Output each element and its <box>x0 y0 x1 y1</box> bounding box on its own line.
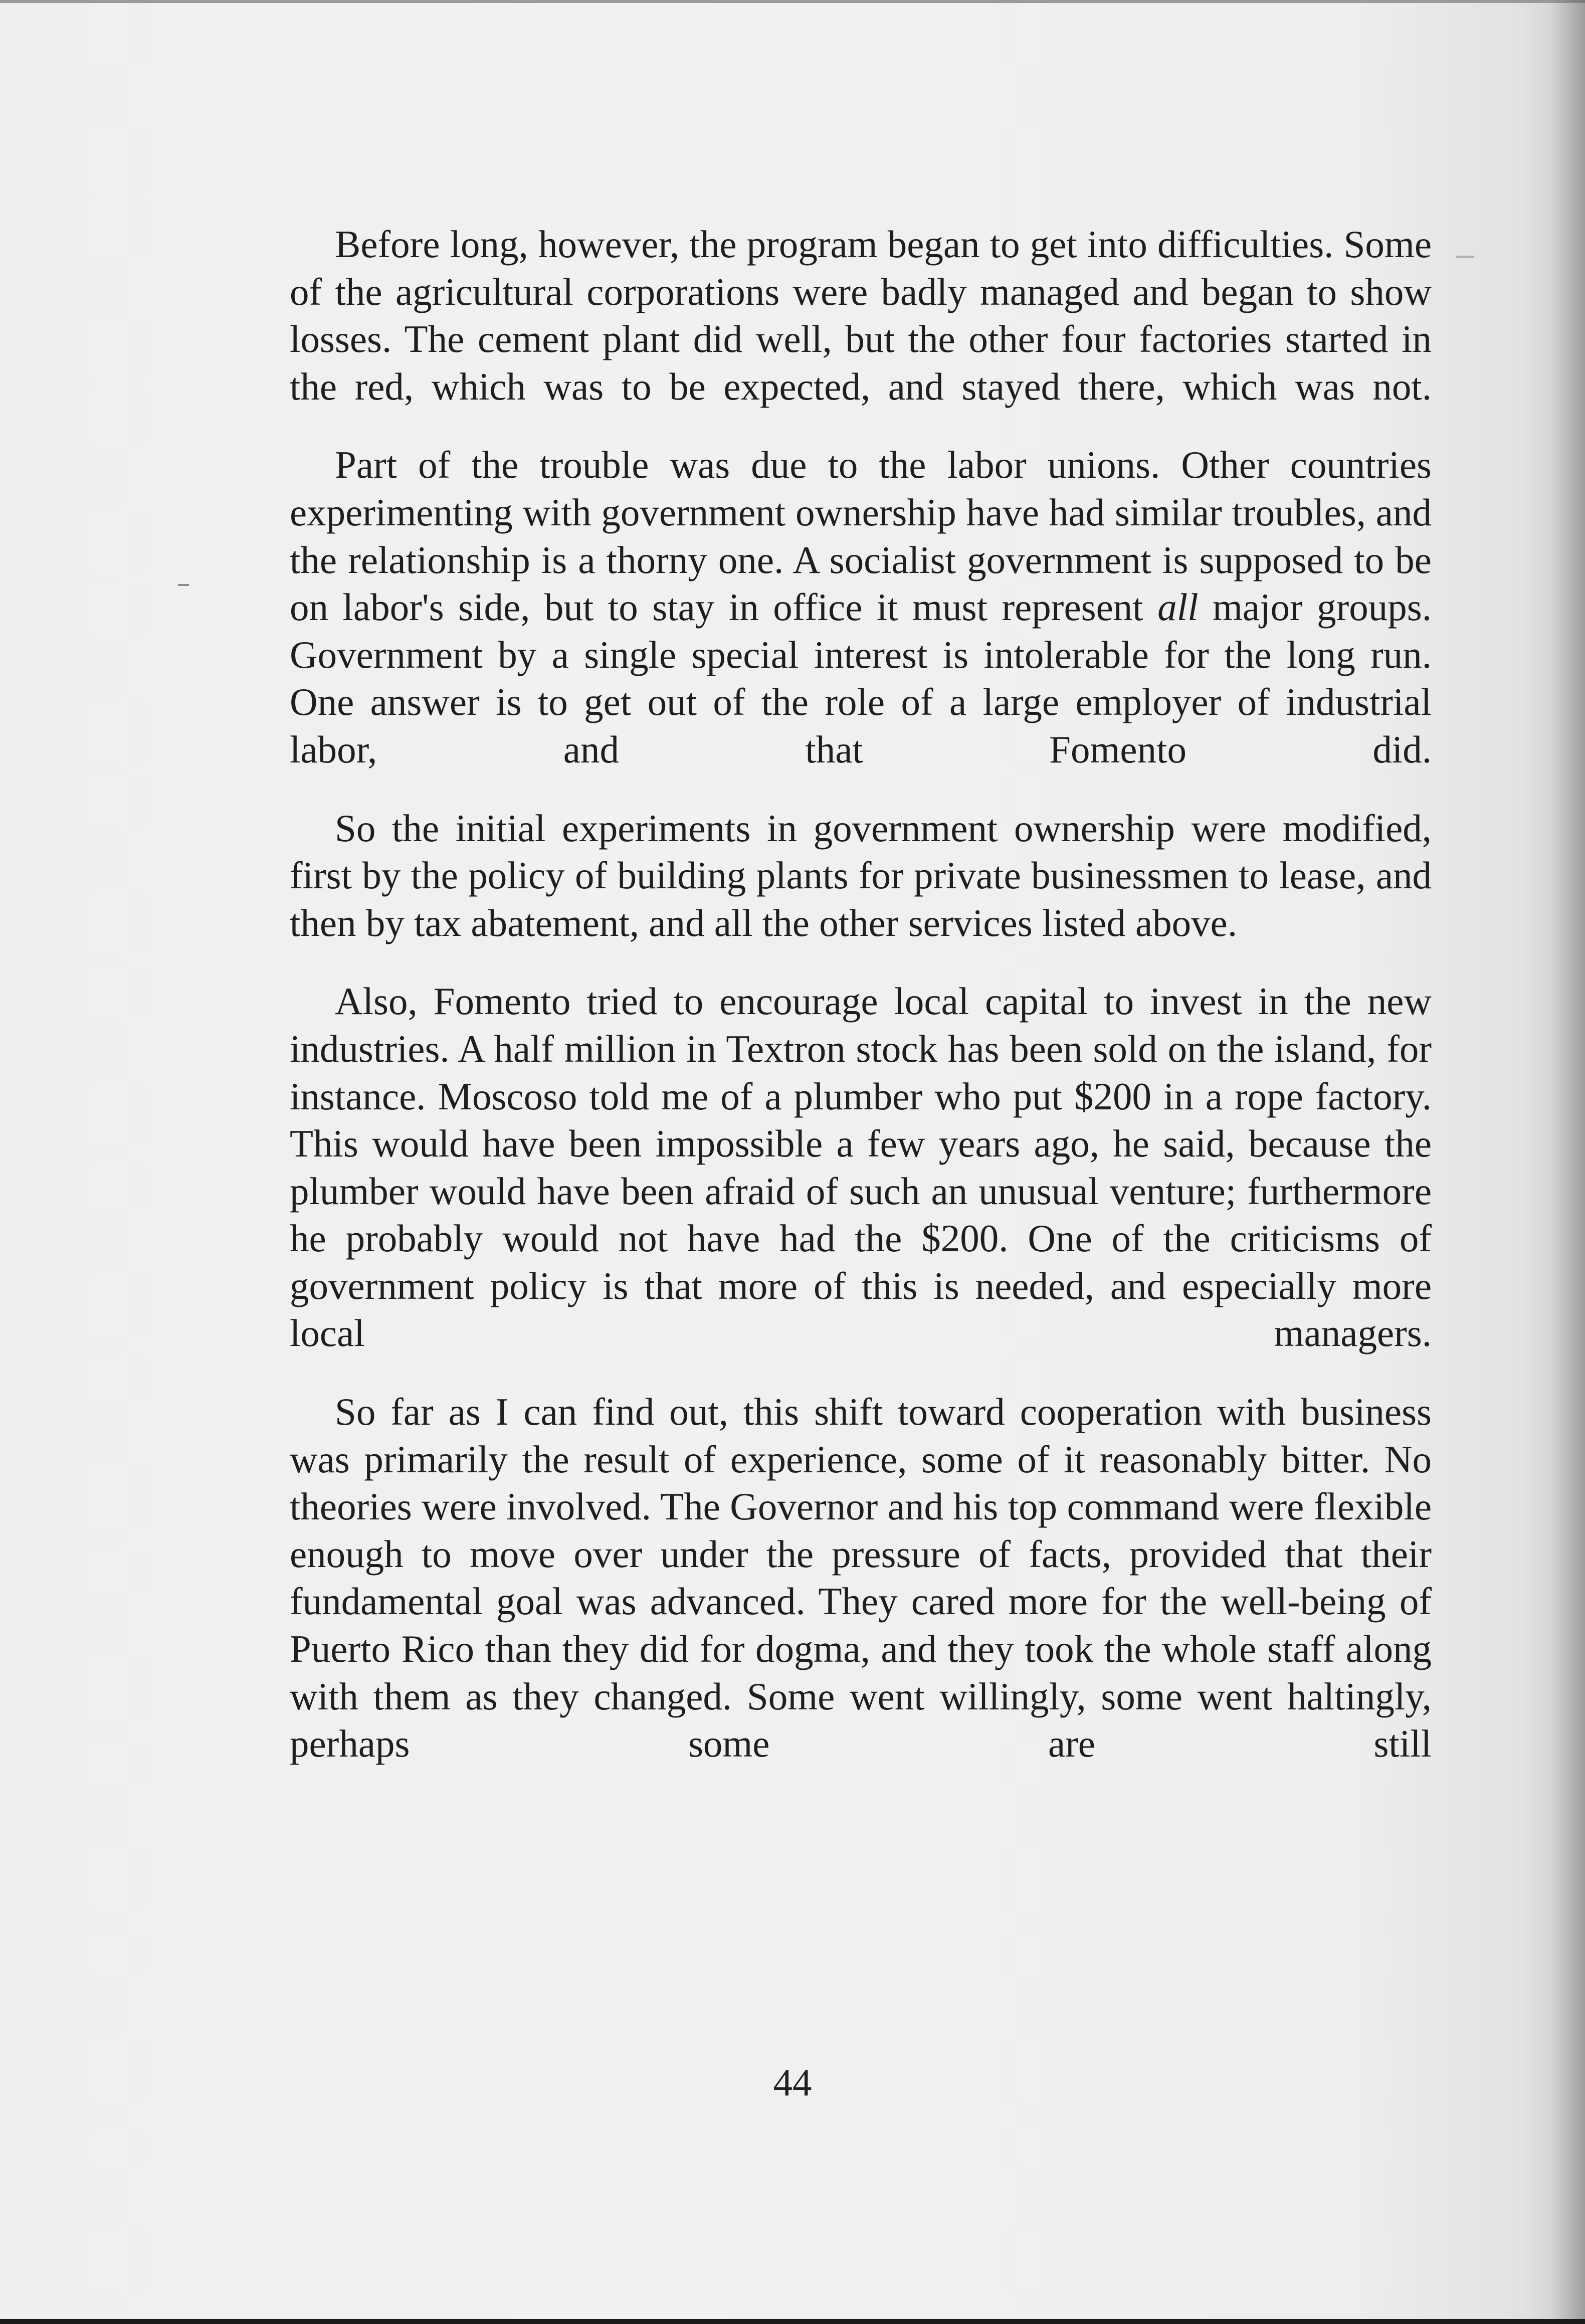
paragraph-2-part-2: but to stay in office it must represent <box>544 586 1143 629</box>
paragraph-5: So far as I can find out, this shift toward cooperation with business was primarily the result of experience, some of it reasonably bitter. No theories were involved. The Governor and his top command were flexible enough to move over under the pressure of facts, provided that their fundamental goal was advanced. They cared more for the well-being of Puerto Rico than they did for dogma, and they took the whole staff along with them as they changed. Some went willingly, some went haltingly, perhaps some are still <box>290 1390 1432 1766</box>
paragraph-2-part-1: Part of the trouble was due to the labor unions. Other countries experimenting with government ownership have had similar troubles, and the relationship is a thorny one. A socialist government is supposed to be on labor's side, <box>290 443 1432 629</box>
paragraph-2-part-3: major groups. Government by a single special interest is intolerable for the long run. One answer is to get out of the role of a large employer of industrial labor, and that Fomento did. <box>290 586 1432 771</box>
body-text <box>290 221 1432 1768</box>
page-edge-shadow <box>1550 0 1585 2324</box>
paragraph-1: Before long, however, the program began to get into difficulties. Some of the agricultural corporations were badly managed and began to show losses. The cement plant did well, but the other four factories started in the red, which was to be expected, and stayed there, which was not. <box>290 223 1432 408</box>
margin-mark-top-right <box>1456 256 1474 258</box>
scan-top-edge <box>0 0 1585 3</box>
emphasis-all: all <box>1157 586 1199 629</box>
margin-mark-left <box>178 584 189 586</box>
paragraph-4: Also, Fomento tried to encourage local capital to invest in the new industries. A half million in Textron stock has been sold on the island, for instance. Moscoso told me of a plumber who put $200 in a rope factory. This would have been impossible a few years ago, he said, because the plumber would have been afraid of such an unusual venture; furthermore he probably would not have had the $200. One of the criticisms of government policy is that more of this is needed, and especially more local managers. <box>290 980 1432 1355</box>
scan-bottom-edge <box>0 2319 1585 2324</box>
paragraph-3: So the initial experiments in government ownership were modified, first by the policy of building plants for private businessmen to lease, and then by tax abatement, and all the other services listed above. <box>290 806 1432 944</box>
page-number: 44 <box>773 2061 812 2104</box>
paragraph-2 <box>290 441 1432 773</box>
